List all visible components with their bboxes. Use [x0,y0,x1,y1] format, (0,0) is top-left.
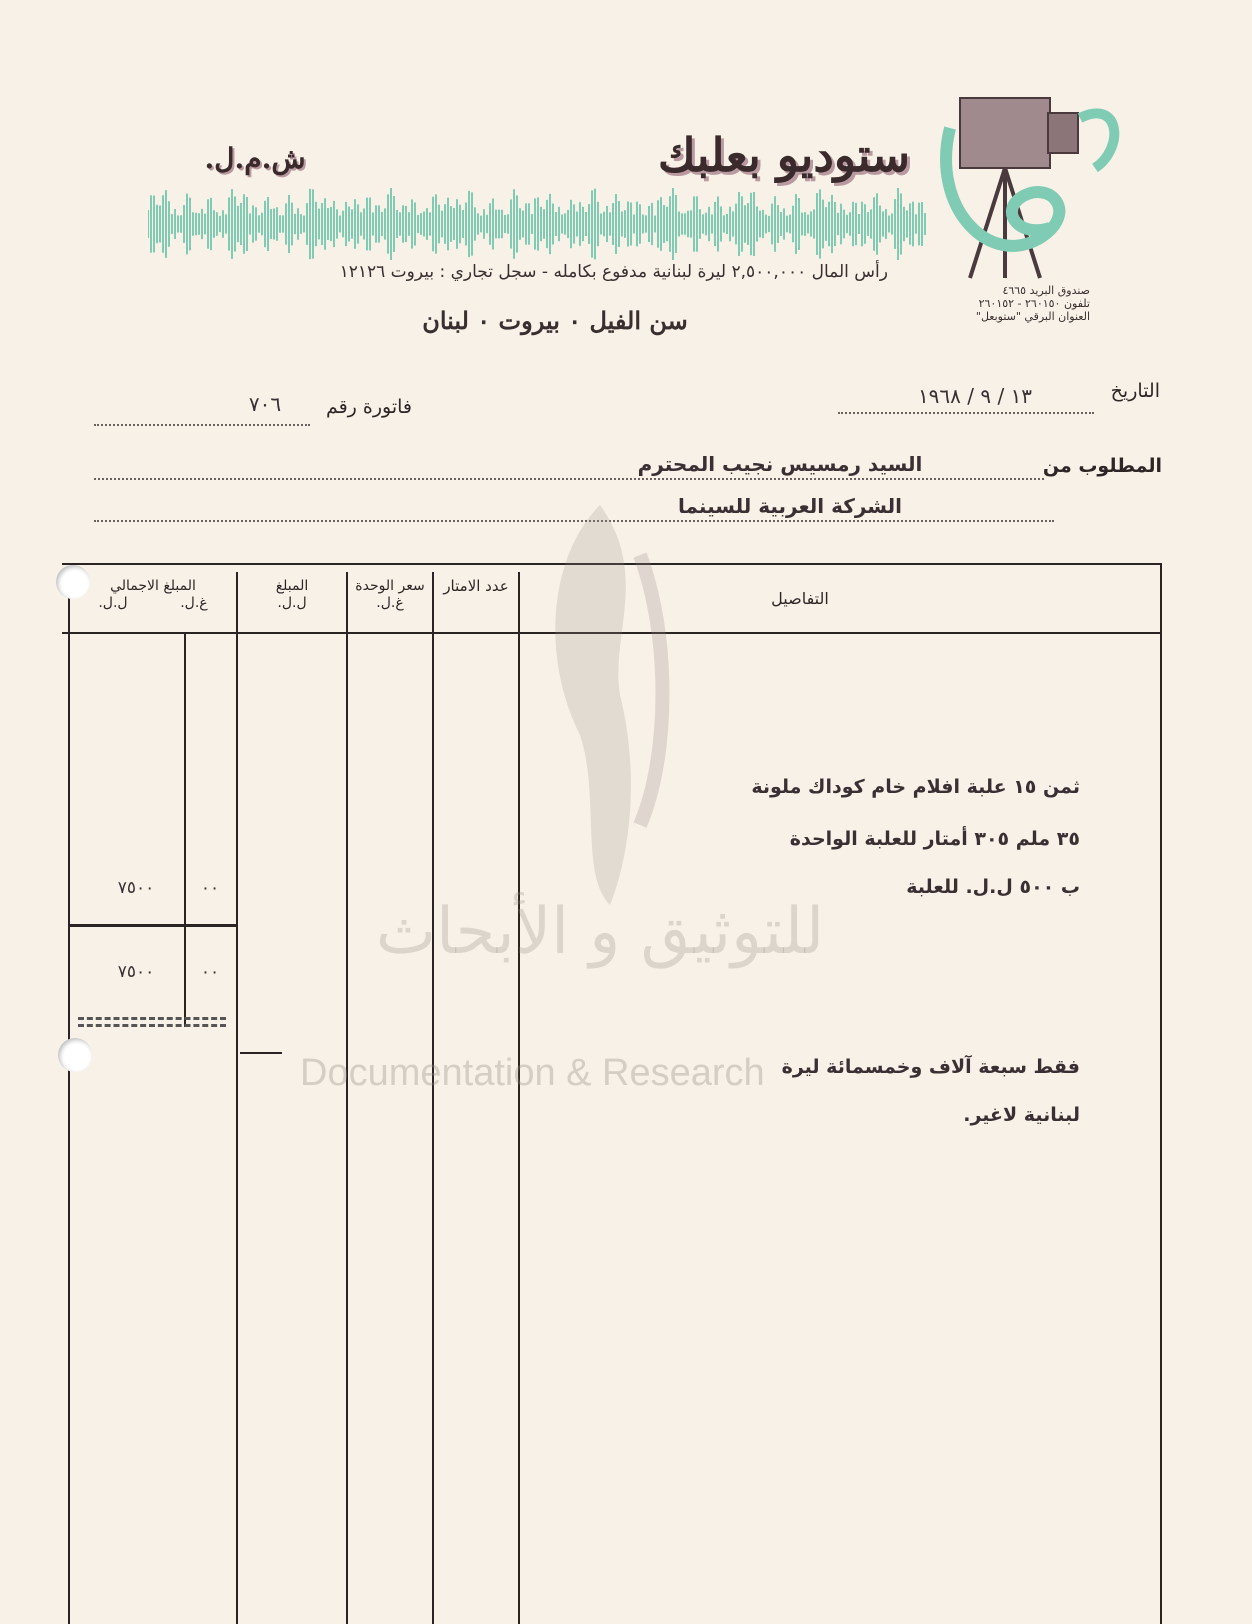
details-line-1: ثمن ١٥ علبة افلام خام كوداك ملونة [751,776,1080,798]
date-label: التاريخ [1110,380,1160,402]
subtotal-rule [68,924,236,927]
col-divider-unit-price [346,572,348,1624]
details-line-2: ٣٥ ملم ٣٠٥ أمتار للعلبة الواحدة [789,828,1080,850]
requested-from-label: المطلوب من [1042,455,1162,477]
header-unit-price-sub: غ.ل. [376,595,404,611]
header-amount-label: المبلغ [275,578,309,594]
punch-hole-top [56,565,90,599]
col-divider-amount [236,572,238,1624]
camera-logo-icon [930,88,1130,288]
invoice-number-value: ٧٠٦ [248,392,282,416]
grand-total-pounds: ٧٥٠٠ [117,962,155,982]
header-meters: عدد الامتار [443,577,509,595]
col-divider-meters [432,572,434,1624]
line-total-piastres: ٠٠ [200,878,220,898]
watermark-arabic-text: للتوثيق و الأبحاث [375,895,825,969]
invoice-number-dotted-line [94,424,310,426]
amount-dash [240,1052,282,1054]
header-total-label: المبلغ الاجمالي [110,578,196,594]
capital-line: رأس المال ٢,٥٠٠,٠٠٠ ليرة لبنانية مدفوع بكامله - سجل تجاري : بيروت ١٢١٢٦ [339,262,888,282]
header-amount-sub: ل.ل. [277,595,307,611]
sound-wave-decoration [148,188,928,260]
amount-in-words-line-2: لبنانية لاغير. [963,1104,1080,1126]
phone-numbers: تلفون ٢٦٠١٥٠ - ٢٦٠١٥٢ [978,297,1090,310]
amount-in-words-line-1: فقط سبعة آلاف وخمسمائة ليرة [781,1056,1080,1078]
company-name: ستوديو بعلبك [657,128,910,182]
header-total-piastres: غ.ل. [180,595,208,611]
po-box: صندوق البريد ٤٦٦٥ [1002,284,1090,297]
customer-dotted-line [94,478,1044,480]
header-total [72,578,234,612]
company-suffix: ش.م.ل. [204,142,306,175]
header-details: التفاصيل [771,589,829,608]
watermark-logo-icon [520,495,680,915]
total-dash-rule-2 [78,1024,226,1027]
telegram-address: العنوان البرقي "ستوبعل" [975,310,1090,323]
col-divider-total-sub [184,632,186,1027]
header-total-pounds: ل.ل. [98,595,128,611]
table-right-border [1160,563,1162,1624]
customer-name: السيد رمسيس نجيب المحترم [637,452,923,476]
header-unit-price [348,578,432,612]
details-line-3: ب ٥٠٠ ل.ل. للعلبة [906,876,1080,898]
header-amount [240,578,344,612]
date-dotted-line [838,412,1094,414]
contact-block [920,284,1090,323]
line-total-pounds: ٧٥٠٠ [117,878,155,898]
total-dash-rule-1 [78,1017,226,1020]
invoice-number-label: فاتورة رقم [325,396,412,418]
grand-total-piastres: ٠٠ [200,962,220,982]
company-address: سن الفيل ٠ بيروت ٠ لبنان [422,306,688,335]
table-left-border [68,572,70,1624]
date-value: ١٣ / ٩ / ١٩٦٨ [917,384,1033,408]
customer-company: الشركة العربية للسينما [677,494,902,518]
watermark-english-text: Documentation & Research [300,1052,765,1094]
punch-hole-bottom [58,1038,92,1072]
header-total-subs [72,595,234,612]
header-unit-price-label: سعر الوحدة [355,578,425,594]
